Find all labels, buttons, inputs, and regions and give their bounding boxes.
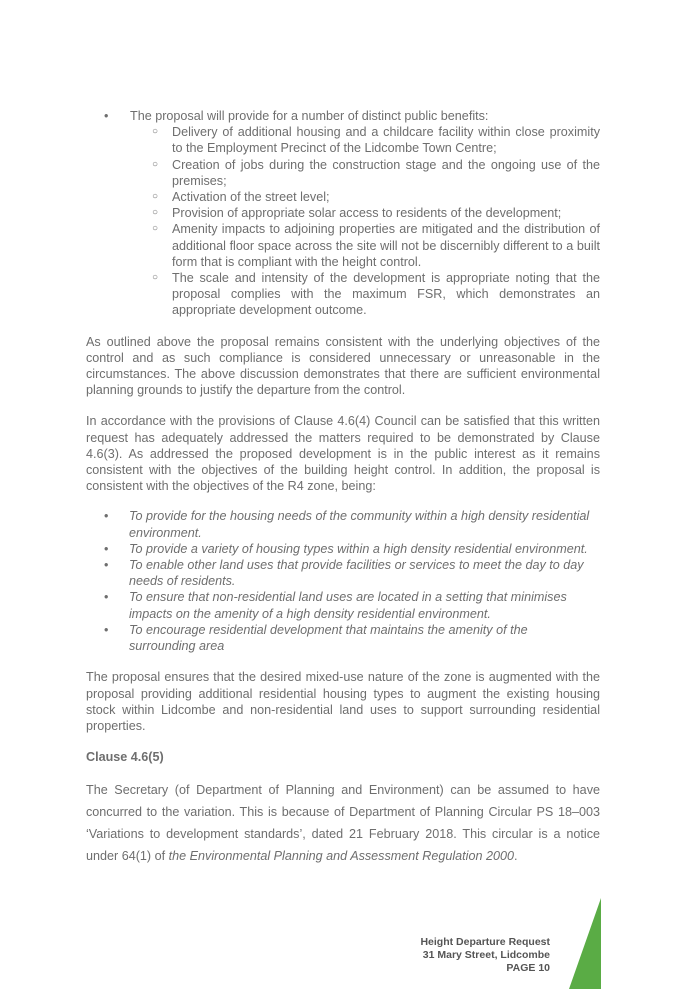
paragraph-mixed-use: The proposal ensures that the desired mixed-use nature of the zone is augmented with the proposal providing additional residential housing types to augment the existing housing stock within Lidcombe and non-residential land uses to support surrounding residential properties.: [86, 670, 600, 733]
list-item: • To enable other land uses that provide facilities or services to meet the day to day needs of residents.: [104, 558, 584, 589]
bullet-icon: •: [104, 622, 109, 637]
section-heading: Clause 4.6(5): [86, 750, 164, 765]
circle-bullet-icon: ○: [152, 126, 159, 138]
paragraph-clause-4-6-4: In accordance with the provisions of Clause 4.6(4) Council can be satisfied that this written request has adequately addressed the matters required to be demonstrated by Clause 4.6(3). As addressed the proposed development is in the public interest as it remains consistent with the objectives of the building height control. In addition, the proposal is consistent with the objectives of the R4 zone, being:: [86, 414, 600, 494]
circle-bullet-icon: ○: [152, 272, 159, 284]
circle-bullet-icon: ○: [152, 158, 159, 170]
footer-title: Height Departure Request: [420, 936, 550, 948]
bullet-icon: •: [104, 590, 109, 605]
circle-bullet-icon: ○: [152, 207, 159, 219]
benefits-list: [86, 108, 600, 319]
circle-bullet-icon: ○: [152, 191, 159, 203]
paragraph-consistency: As outlined above the proposal remains consistent with the underlying objectives of the control and as such compliance is considered unnecessary or unreasonable in the circumstances. The above discussion demonstrates that there are sufficient environmental planning grounds to justify the departure from the control.: [86, 334, 600, 398]
circle-bullet-icon: ○: [152, 223, 159, 235]
page-footer: [420, 936, 550, 975]
paragraph-secretary: The Secretary (of Department of Planning and Environment) can be assumed to have concurred to the variation. This is because of Department of Planning Circular PS 18–003 ‘Variations to development standards’, dated 21 February 2018. This circular is a notice under 64(1) of the Environmental Planning and Assessment Regulation 2000.: [86, 783, 600, 864]
bullet-icon: •: [104, 109, 109, 123]
list-item: • To provide for the housing needs of the community within a high density residential environment.: [104, 509, 590, 540]
list-item: ○ Delivery of additional housing and a childcare facility within close proximity to the Employment Precinct of the Lidcombe Town Centre;: [152, 125, 600, 156]
bullet-icon: •: [104, 558, 109, 573]
bullet-icon: •: [104, 509, 109, 524]
corner-triangle-shape: [569, 898, 601, 989]
list-item: • To encourage residential development that maintains the amenity of the surrounding area: [104, 622, 528, 654]
benefits-intro: The proposal will provide for a number of distinct public benefits:: [130, 109, 489, 123]
list-item: • To provide a variety of housing types within a high density residential environment.: [104, 541, 588, 556]
page-number: PAGE 10: [506, 962, 550, 974]
list-item: [86, 108, 600, 124]
list-item: ○ Creation of jobs during the construction stage and the ongoing use of the premises;: [152, 157, 600, 188]
footer-address: 31 Mary Street, Lidcombe: [422, 949, 550, 961]
document-body: [86, 108, 600, 867]
list-item: ○ Activation of the street level;: [152, 190, 330, 205]
zone-objectives-list: [86, 508, 600, 654]
list-item: ○ Amenity impacts to adjoining properties are mitigated and the distribution of additional floor space across the site will not be discernibly different to a built form that is compliant with the height control.: [152, 222, 600, 269]
list-item: ○ Provision of appropriate solar access to residents of the development;: [152, 206, 562, 221]
green-corner-decoration: [569, 898, 682, 989]
list-item: • To ensure that non-residential land uses are located in a setting that minimises impacts on the amenity of a high density residential environment.: [104, 590, 567, 621]
list-item: ○ The scale and intensity of the development is appropriate noting that the proposal complies with the maximum FSR, which demonstrates an appropriate development outcome.: [152, 271, 600, 318]
bullet-icon: •: [104, 541, 109, 556]
